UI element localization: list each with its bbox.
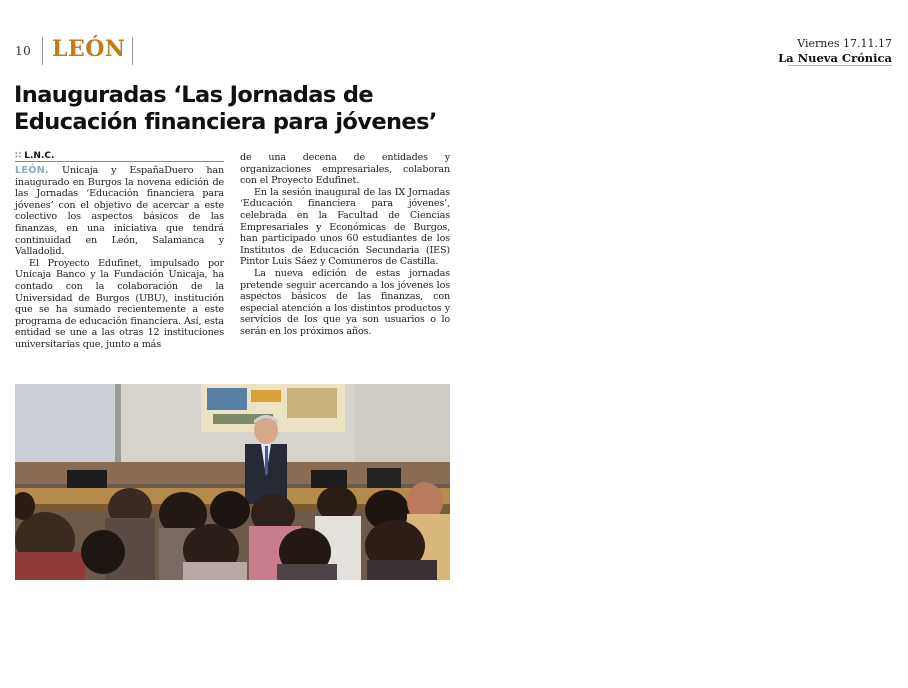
header-rule [788,65,892,66]
headline-line-2: Educación financiera para jóvenes’ [14,109,437,135]
article-column-1 [15,165,224,351]
header-divider-left [42,37,43,65]
article-paragraph: LEÓN. Unicaja y EspañaDuero han inaugurado en Burgos la novena edición de las Jornadas ‘Educación financiera para jóvenes’ con el objetivo de acercar a este colectivo los aspectos básicos de las finanzas, en una iniciativa que tendrá continuidad en León, Salamanca y Valladolid. [15,165,224,258]
dateline: LEÓN. [15,165,49,176]
section-title: LEÓN [52,36,126,62]
article-paragraph: de una decena de entidades y organizaciones empresariales, colaboran con el Proyecto Edufinet. [240,152,450,187]
classroom-scene-image [15,384,450,580]
article-photo [15,384,450,580]
page-number: 10 [15,44,32,58]
byline [15,151,54,161]
article-paragraph: El Proyecto Edufinet, impulsado por Unicaja Banco y la Fundación Unicaja, ha contado con la colaboración de la Universidad de Burgos (UBU), institución que se ha sumado recientemente a este programa de educación financiera. Así, esta entidad se une a las otras 12 instituciones universitarias que, junto a más [15,257,224,350]
newspaper-name: La Nueva Crónica [778,51,892,65]
article-headline [14,82,454,136]
byline-author: L.N.C. [24,151,55,161]
byline-rule [15,161,224,162]
headline-line-1: Inauguradas ‘Las Jornadas de [14,82,374,108]
article-paragraph: En la sesión inaugural de las IX Jornadas ‘Educación financiera para jóvenes’, celebrada en la Facultad de Ciencias Empresariales y Económicas de Burgos, han participado unos 60 estudiantes de los Institutos de Educación Secundaria (IES) Pintor Luis Sáez y Comuneros de Castilla. [240,186,450,268]
byline-marker-icon: ∷ [15,151,22,161]
article-column-2 [240,152,450,338]
header-divider-right [132,37,133,65]
article-paragraph: La nueva edición de estas jornadas pretende seguir acercando a los jóvenes los aspectos básicos de las finanzas, con especial atención a los distintos productos y servicios de los que ya son usuarios o lo serán en los próximos años. [240,267,450,337]
issue-date: Viernes 17.11.17 [797,37,892,50]
